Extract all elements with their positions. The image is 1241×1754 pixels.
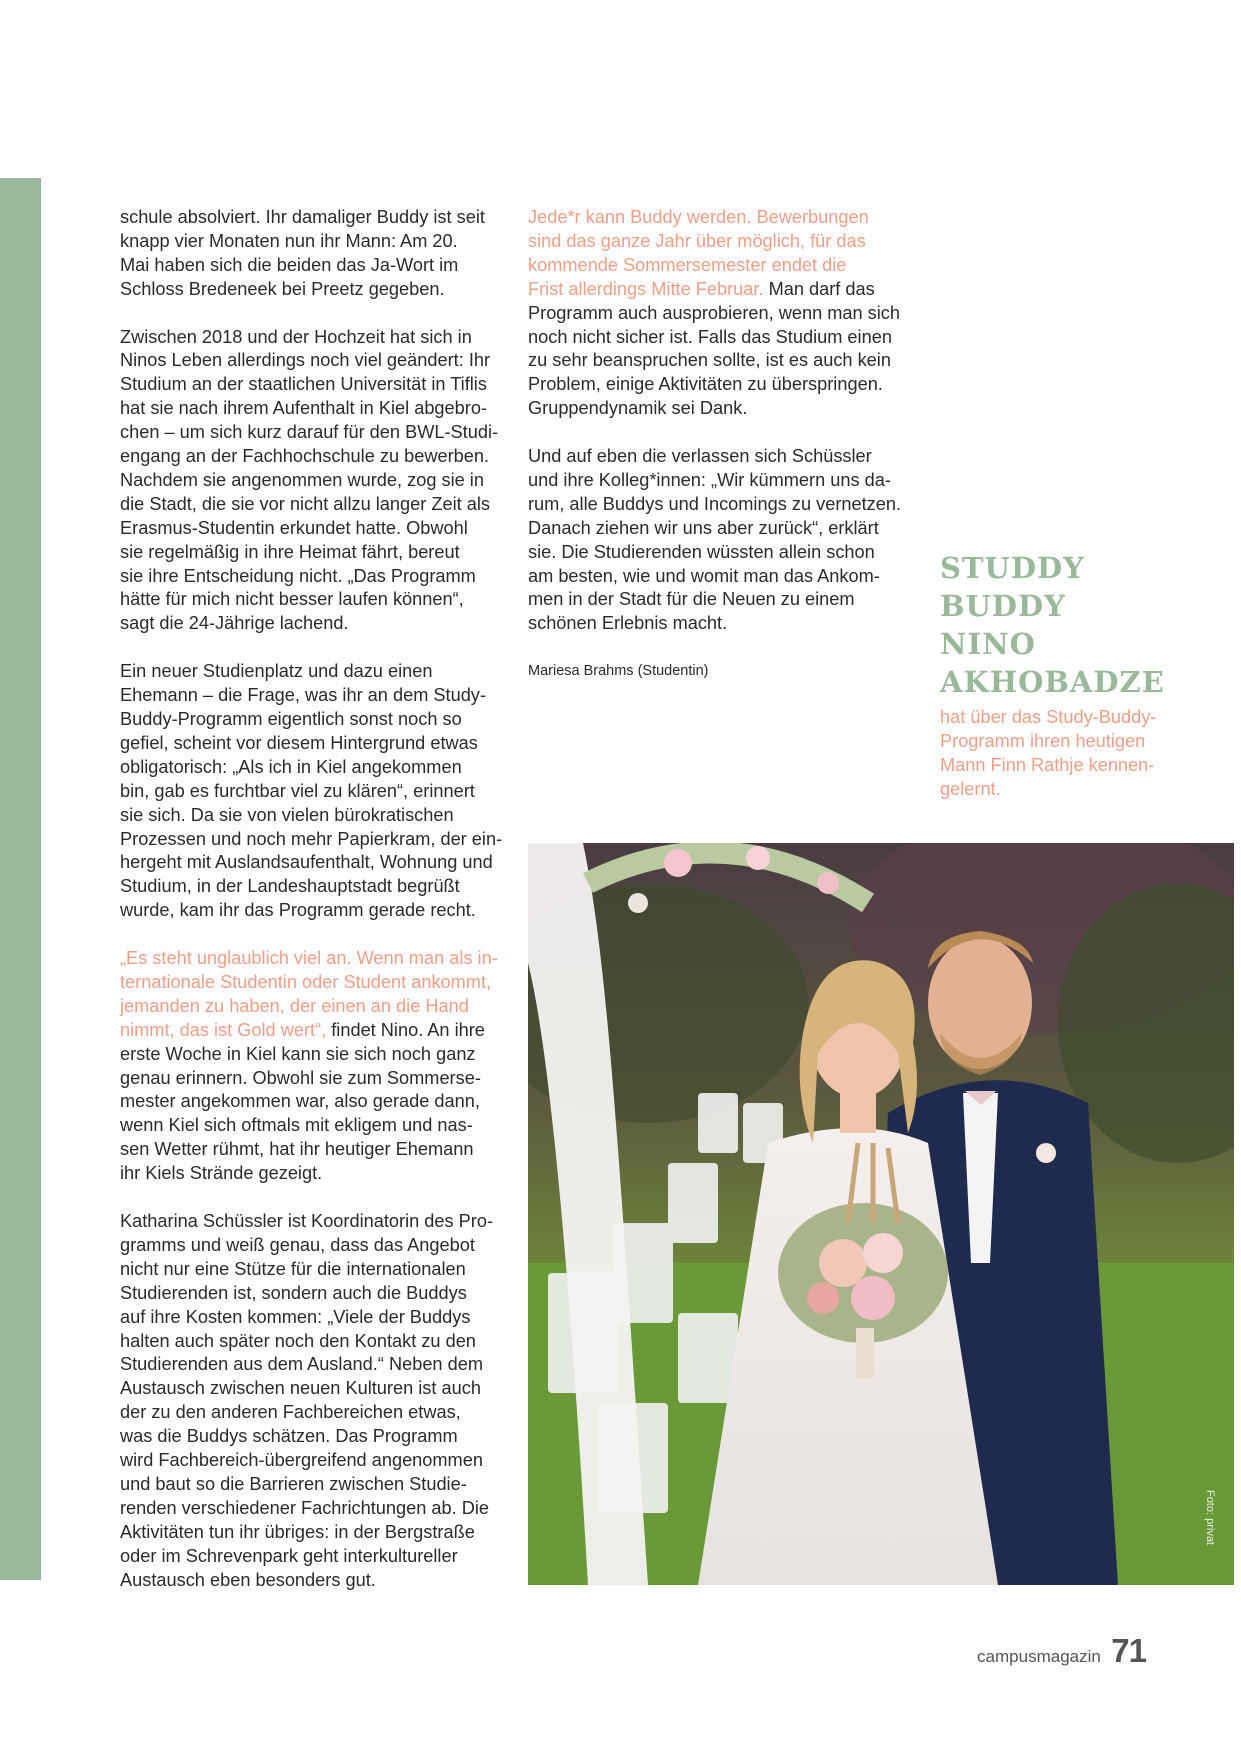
magazine-name: campusmagazin (977, 1647, 1101, 1666)
article-paragraph (528, 206, 928, 421)
side-color-bar (0, 178, 41, 1580)
page-number: 71 (1111, 1632, 1146, 1669)
article-paragraph: schule absolviert. Ihr damaliger Buddy ist seit knapp vier Monaten nun ihr Mann: Am 20. Mai haben sich die beiden das Ja-Wort im Schloss Bredeneek bei Preetz gegeben. (120, 207, 485, 299)
quote-continuation: findet Nino. An ihre erste Woche in Kiel kann sie sich noch ganz genau erinnern. Obwohl sie zum Sommerse- mester angekommen war, also gerade dann, wenn Kiel sich oftmals mit ekligem und nas- sen Wetter rühmt, hat ihr heutiger Ehemann ihr Kiels Strände gezeigt. (120, 1019, 485, 1184)
highlighted-info: Jede*r kann Buddy werden. Bewerbungen sind das ganze Jahr über möglich, für das kommende Sommersemester endet die Frist allerdings Mitte Februar. (528, 207, 869, 299)
sidebar-headline-box (940, 549, 1200, 802)
article-paragraph: Katharina Schüssler ist Koordinatorin des Pro- gramms und weiß genau, dass das Angebot nicht nur eine Stütze für die internationalen Studierenden ist, sondern auch die Buddys auf ihre Kosten kommen: „Viele der Buddys halten auch später noch den Kontakt zu den Studierenden aus dem Ausland.“ Neben dem Austausch zwischen neuen Kulturen ist auch der zu den anderen Fachbereichen etwas, was die Buddys schätzen. Das Programm wird Fachbereich-übergreifend angenommen und baut so die Barrieren zwischen Studie- renden verschiedener Fachrichtungen ab. Die Aktivitäten tun ihr übriges: in der Bergstraße oder im Schrevenpark geht interkultureller Austausch eben besonders gut. (120, 1211, 494, 1590)
article-column-1 (120, 206, 515, 1616)
headline-title: STUDDY BUDDY NINO AKHOBADZE (940, 551, 1165, 699)
author-credit: Mariesa Brahms (Studentin) (528, 663, 709, 680)
article-paragraph: Zwischen 2018 und der Hochzeit hat sich in Ninos Leben allerdings noch viel geändert: Ihr Studium an der staatlichen Universität in Tiflis hat sie nach ihrem Aufenthalt in Kiel abgebro- chen – um sich kurz darauf für den BWL-Studi- engang an der Fachhochschule zu bewerben. Nachdem sie angenommen wurde, zog sie in die Stadt, die sie vor nicht allzu langer Zeit als Erasmus-Studentin erkundet hatte. Obwohl sie regelmäßig in ihre Heimat fährt, bereut sie ihre Entscheidung nicht. „Das Programm hätte für mich nicht besser laufen können“, sagt die 24-Jährige lachend. (120, 326, 499, 634)
wedding-photo-illustration (528, 843, 1234, 1585)
article-column-2 (528, 206, 928, 708)
headline-subtitle: hat über das Study-Buddy- Programm ihren heutigen Mann Finn Rathje kennen- gelernt. (940, 707, 1157, 799)
photo-credit: Foto: privat (1204, 1489, 1216, 1545)
article-paragraph: Und auf eben die verlassen sich Schüssler und ihre Kolleg*innen: „Wir kümmern uns da- rum, alle Buddys und Incomings zu vernetzen. Danach ziehen wir uns aber zurück“, erklärt sie. Die Studierenden wüssten allein schon am besten, wie und womit man das Ankom- men in der Stadt für die Neuen zu einem schönen Erlebnis macht. (528, 446, 902, 634)
info-continuation: Man darf das Programm auch ausprobieren, wenn man sich noch nicht sicher ist. Falls das Studium einen zu sehr beanspruchen sollte, ist es auch kein Problem, einige Aktivitäten zu überspringen. Gruppendynamik sei Dank. (528, 278, 901, 419)
highlighted-quote: „Es steht unglaublich viel an. Wenn man als in- ternationale Studentin oder Student ankommt, jemanden zu haben, der einen an die Hand nimmt, das ist Gold wert“, (120, 948, 498, 1040)
wedding-photo (528, 843, 1234, 1585)
article-paragraph: Ein neuer Studienplatz und dazu einen Ehemann – die Frage, was ihr an dem Study- Buddy-Programm eigentlich sonst noch so gefiel, scheint vor diesem Hintergrund etwas obligatorisch: „Als ich in Kiel angekommen bin, gab es furchtbar viel zu klären“, erinnert sie sich. Da sie von vielen bürokratischen Prozessen und noch mehr Papierkram, der ein- hergeht mit Auslandsaufenthalt, Wohnung und Studium, in der Landeshauptstadt begrüßt wurde, kam ihr das Programm gerade recht. (120, 661, 503, 921)
article-paragraph-quote (120, 947, 515, 1186)
page-footer (977, 1632, 1146, 1670)
